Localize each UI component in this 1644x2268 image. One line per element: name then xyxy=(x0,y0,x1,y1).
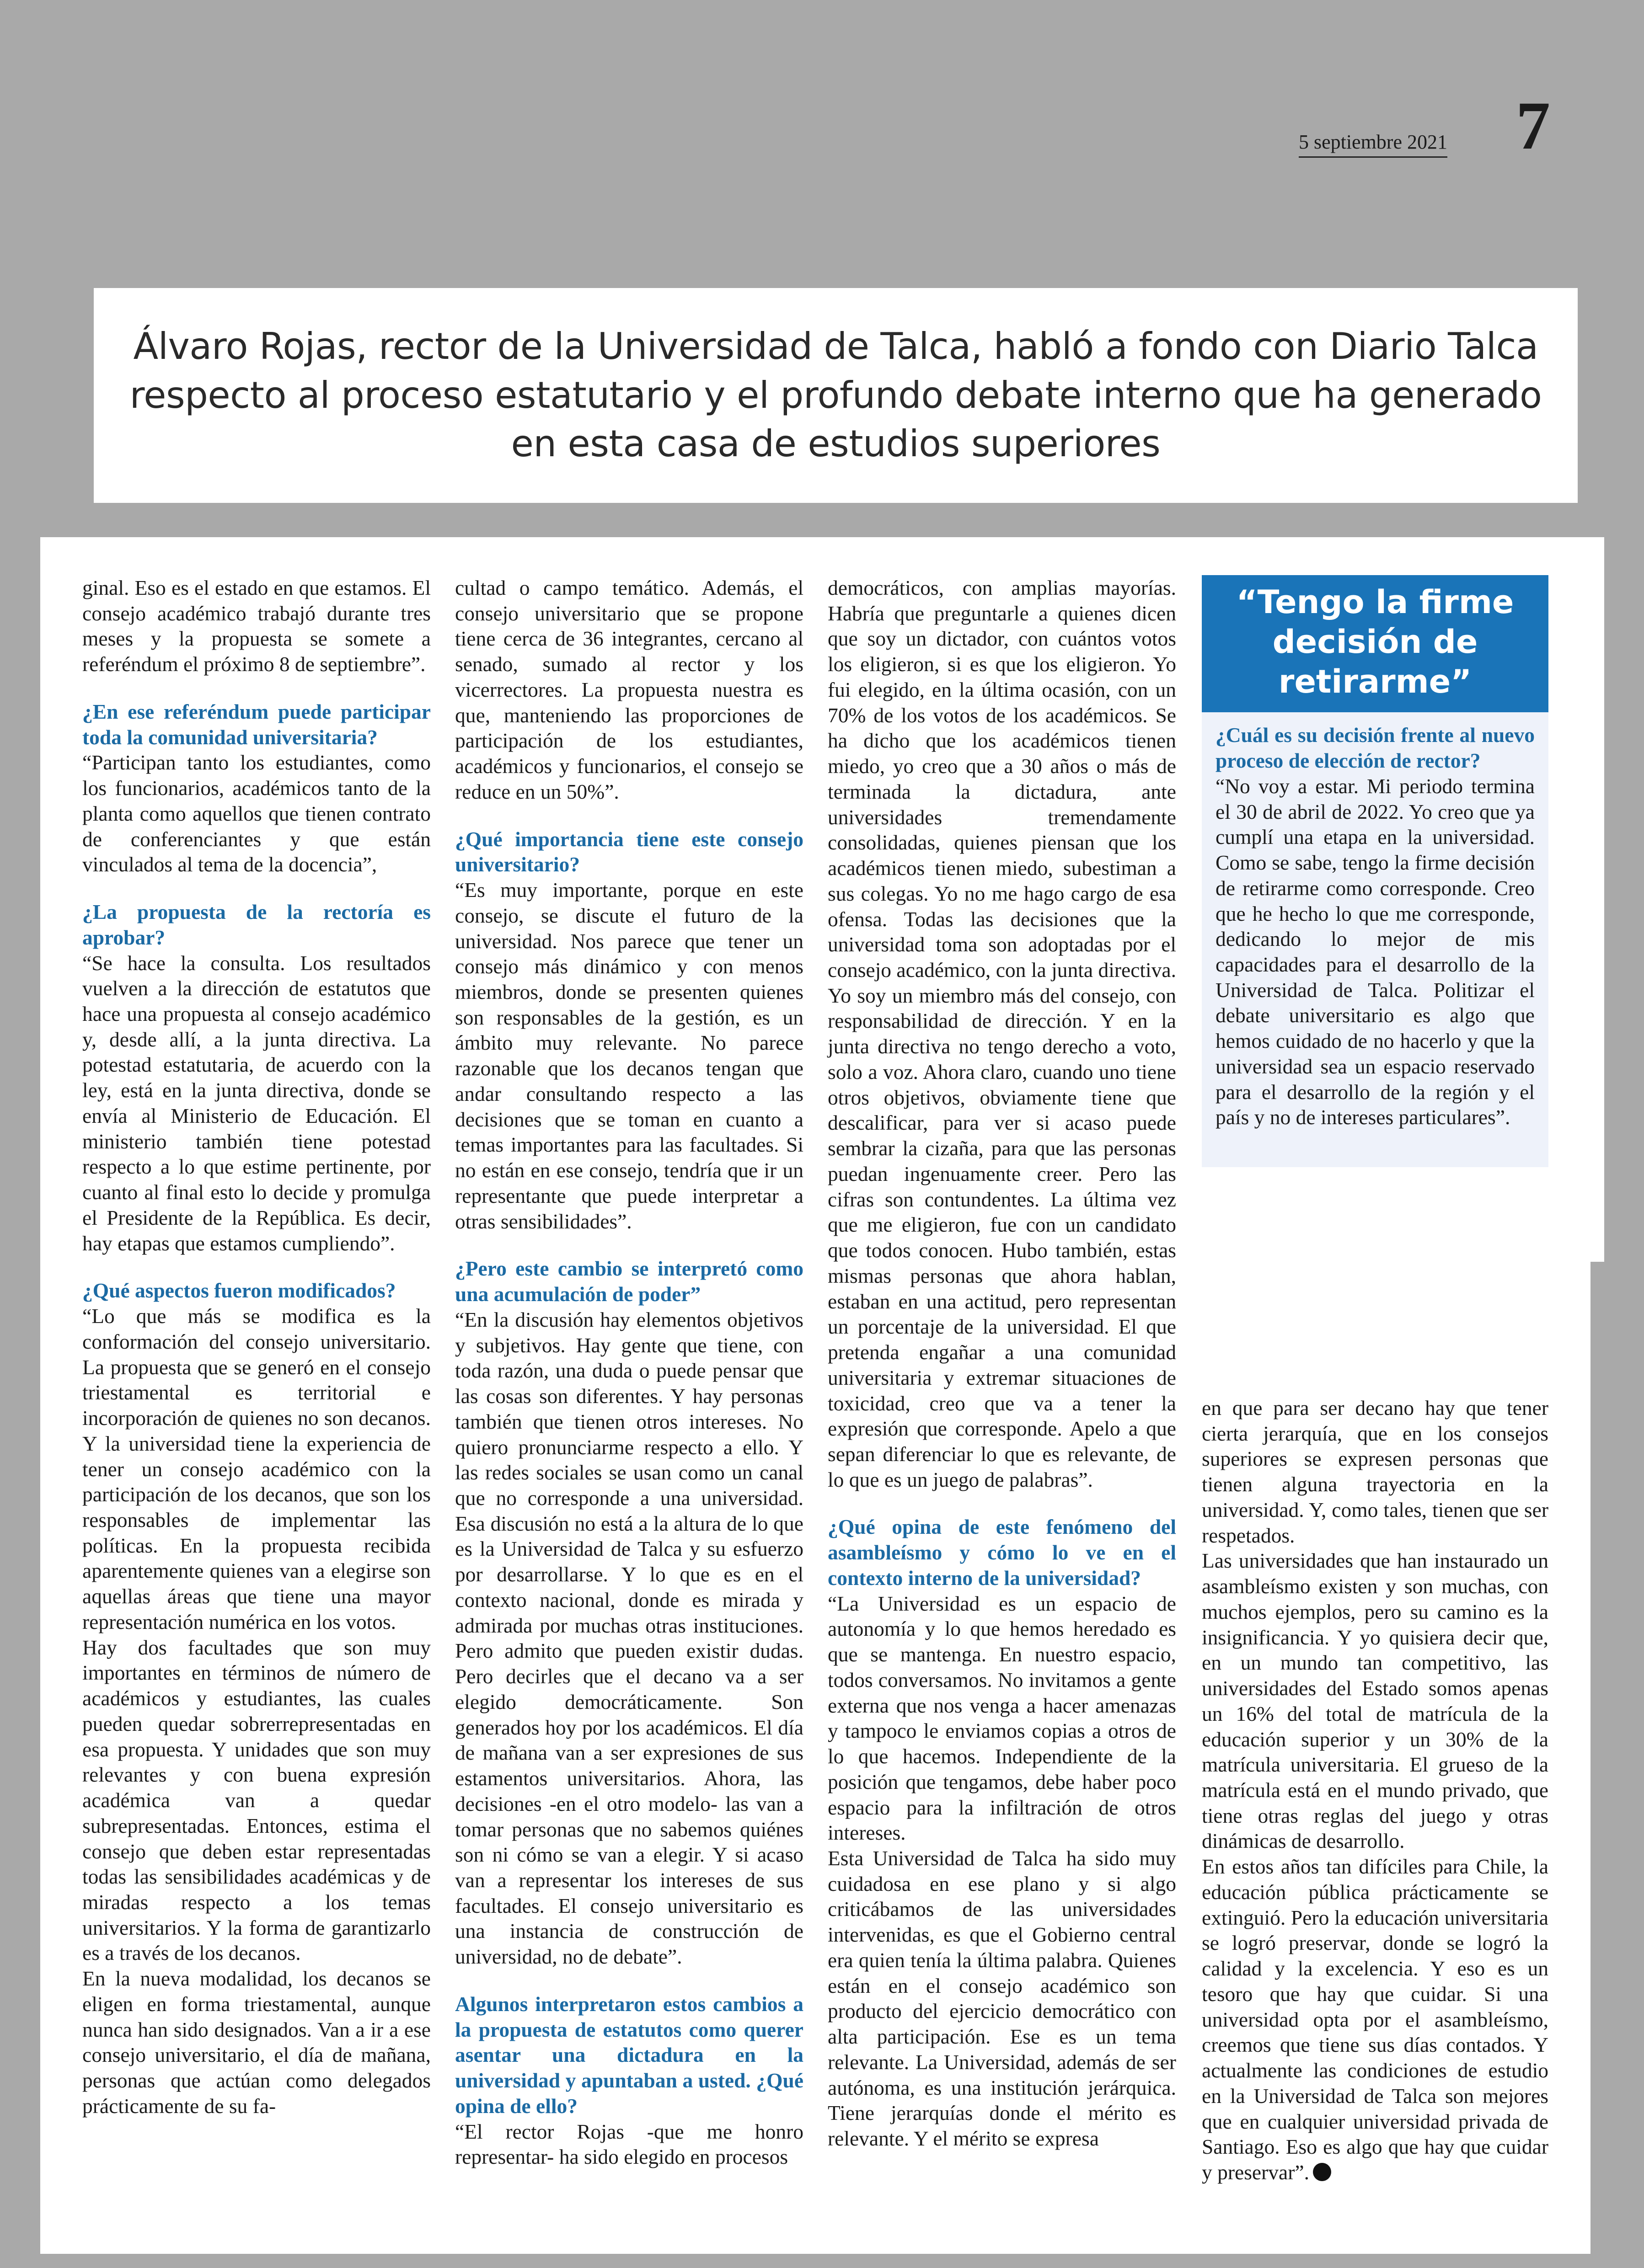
column-4 xyxy=(1202,1395,1548,2185)
headline-box xyxy=(94,288,1578,503)
question: ¿Cuál es su decisión frente al nuevo proceso de elección de rector? xyxy=(1216,723,1535,773)
answer: “Es muy importante, porque en este consejo, se discute el futuro de la universidad. Nos parece que tener un consejo más dinámico y con menos miembros, donde se presenten quienes son responsables de la gestión, es un ámbito muy relevante. No parece razonable que los decanos tengan que andar consultando respecto a las decisiones que se toman en cuanto a temas importantes para las facultades. Si no están en ese consejo, tendría que ir un representante que puede interpretar a otras sensibilidades”. xyxy=(455,878,803,1233)
paragraph-text: En estos años tan difíciles para Chile, la educación pública prácticamente se extinguió. Pero la educación universitaria se logró preservar, donde se logró la calidad y la excelencia. Y eso es un tesoro que hay que cuidar. Si una universidad opta por el asambleísmo, creemos que tiene sus días contados. Y actualmente las condiciones de estudio en la Universidad de Talca son mejores que en cualquier universidad privada de Santiago. Eso es algo que hay que cuidar y preservar”. xyxy=(1202,1855,1548,2184)
answer: “Se hace la consulta. Los resultados vuelven a la dirección de estatutos que hace una propuesta al consejo académico y, desde allí, a la junta directiva. La potestad estatutaria, de acuerdo con la ley, está en la junta directiva, donde se envía al Ministerio de Educación. El ministerio también tiene potestad respecto a lo que estime pertinente, por cuanto al final esto lo decide y promulga el Presidente de la República. Es decir, hay etapas que estamos cumpliendo”. xyxy=(82,951,431,1255)
question: ¿La propuesta de la rectoría es aprobar? xyxy=(82,900,431,949)
answer: En la nueva modalidad, los decanos se eligen en forma triestamental, aunque nunca han sido designados. Van a ir a ese consejo universitario, el día de mañana, personas que actúan como delegados prácticamente de su fa- xyxy=(82,1967,431,2118)
sidebar-body xyxy=(1202,712,1548,1139)
question: ¿Pero este cambio se interpretó como una acumulación de poder” xyxy=(455,1257,803,1306)
answer: “La Universidad es un espacio de autonomía y lo que hemos heredado es que se mantenga. En nuestro espacio, todos conversamos. No invitamos a gente externa que nos venga a hacer amenazas y tampoco le enviamos copias a otros de lo que hacemos. Independiente de la posición que tengamos, debe haber poco espacio para la infiltración de otros intereses. xyxy=(828,1591,1176,1845)
paragraph: ginal. Eso es el estado en que estamos. El consejo académico trabajó durante tres meses y la propuesta se somete a referéndum el próximo 8 de septiembre”. xyxy=(82,576,431,676)
page-header xyxy=(0,0,1644,274)
column-2 xyxy=(455,575,803,2170)
question: ¿Qué aspectos fueron modificados? xyxy=(82,1279,396,1302)
answer: “El rector Rojas -que me honro representar- ha sido elegido en procesos xyxy=(455,2119,803,2169)
answer: “Lo que más se modifica es la conformación del consejo universitario. La propuesta que se generó en el consejo triestamental es territorial e incorporación de quienes no son decanos. Y la universidad tiene la experiencia de tener un consejo académico con la participación de los decanos, que son los responsables de implementar las políticas. En la propuesta recibida aparentemente quienes van a elegirse son aquellas áreas que tiene una mayor representación numérica en los votos. xyxy=(82,1304,431,1633)
page-number: 7 xyxy=(1516,88,1550,164)
paragraph: democráticos, con amplias mayorías. Habría que preguntarle a quienes dicen que soy un dictador, con cuántos votos los eligieron, si es que los eligieron. Yo fui elegido, en la última ocasión, con un 70% de los votos de los académicos. Se ha dicho que los académicos tienen miedo, yo creo que a 30 años o más de terminada la dictadura, ante universidades tremendamente consolidadas, quienes piensan que los académicos tienen miedo, subestiman a sus colegas. Yo no me hago cargo de esa ofensa. Todas las decisiones que la universidad toma son adoptadas por el consejo académico, con la junta directiva. Yo soy un miembro más del consejo, con responsabilidad de dirección. Y en la junta directiva no tengo derecho a voto, solo a voz. Ahora claro, cuando uno tiene otros objetivos, obviamente tiene que descalificar, para ver si acaso puede sembrar la cizaña, para que las personas puedan ingenuamente creer. Pero las cifras son contundentes. La última vez que me eligieron, fue con un candidato que todos conocen. Hubo también, estas mismas personas que ahora hablan, estaban en una actitud, pero representan un porcentaje de la universidad. El que pretenda engañar a una comunidad universitaria y extremar situaciones de toxicidad, creo que va a tener la expresión que corresponde. Apelo a que sepan diferenciar lo que es relevante, de lo que es un juego de palabras”. xyxy=(828,576,1176,1491)
question: ¿En ese referéndum puede participar toda la comunidad universitaria? xyxy=(82,699,431,749)
question: ¿Qué opina de este fenómeno del asambleísmo y cómo lo ve en el contexto interno de la universidad? xyxy=(828,1515,1176,1590)
answer: “No voy a estar. Mi periodo termina el 30 de abril de 2022. Yo creo que ya cumplí una etapa en la universidad. Como se sabe, tengo la firme decisión de retirarme como corresponde. Creo que he hecho lo que me corresponde, dedicando lo mejor de mis capacidades para el desarrollo de la Universidad de Talca. Politizar el debate universitario es algo que hemos cuidado de no hacerlo y que la universidad sea un espacio reservado para el desarrollo de la región y el país y no de intereses particulares”. xyxy=(1216,774,1535,1129)
answer: Hay dos facultades que son muy importantes en términos de número de académicos y estudiantes, las cuales pueden quedar sobrerrepresentadas en esa propuesta. Y unidades que son muy relevantes y con buena expresión académica van a quedar subrepresentadas. Entonces, estima el consejo que deben estar representadas todas las sensibilidades académicas y de miradas respecto a los temas universitarios. Y la forma de garantizarlo es a través de los decanos. xyxy=(82,1635,431,1965)
sidebar-title: “Tengo la firme decisión de retirarme” xyxy=(1202,575,1548,712)
paragraph xyxy=(1202,1854,1548,2185)
paragraph: en que para ser decano hay que tener cierta jerarquía, que en los consejos superiores se expresen personas que tienen alguna trayectoria en la universidad. Y, como tales, tienen que ser respetados. xyxy=(1202,1396,1548,1547)
question: ¿Qué importancia tiene este consejo universitario? xyxy=(455,827,803,876)
question: Algunos interpretaron estos cambios a la propuesta de estatutos como querer asentar una dictadura en la universidad y apuntaban a usted. ¿Qué opina de ello? xyxy=(455,1992,803,2118)
answer: “En la discusión hay elementos objetivos y subjetivos. Hay gente que tiene, con toda razón, una duda o puede pensar que las cosas son diferentes. Y hay personas también que tienen otros intereses. No quiero pronunciarme respecto a ello. Y las redes sociales se usan como un canal que no corresponde a una universidad. Esa discusión no está a la altura de lo que es la Universidad de Talca y su esfuerzo por desarrollarse. Y lo que es en el contexto nacional, donde es mirada y admirada por muchas otras instituciones. Pero admito que pueden existir dudas. Pero decirles que el decano va a ser elegido democráticamente. Son generados hoy por los académicos. El día de mañana van a ser expresiones de sus estamentos universitarios. Ahora, las decisiones -en el otro modelo- las van a tomar personas que no sabemos quiénes son ni cómo se van a elegir. Y si acaso van a representar los intereses de sus facultades. El consejo universitario es una instancia de construcción de universidad, no de debate”. xyxy=(455,1307,803,1969)
sidebar-box xyxy=(1202,575,1548,1167)
end-of-article-icon xyxy=(1313,2163,1331,2181)
paragraph: Las universidades que han instaurado un asambleísmo existen y son muchas, con muchos ejemplos, pero su camino es la insignificancia. Y yo quisiera decir que, en un mundo tan competitivo, las universidades del Estado somos apenas un 16% del total de matrícula de la educación superior y un 30% de la matrícula universitaria. El grueso de la matrícula está en el mundo privado, que tiene otras reglas del juego y otras dinámicas de desarrollo. xyxy=(1202,1549,1548,1853)
page-margin xyxy=(1590,1262,1644,2268)
column-1 xyxy=(82,575,431,2119)
answer: Esta Universidad de Talca ha sido muy cuidadosa en ese plano y si algo criticábamos de las universidades intervenidas, es que el Gobierno central era quien tenía la última palabra. Quienes están en el consejo académico son producto del ejercicio democrático con alta participación. Ese es un tema relevante. La Universidad, además de ser autónoma, es una institución jerárquica. Tiene jerarquías donde el mérito es relevante. Y el mérito se expresa xyxy=(828,1846,1176,2151)
headline: Álvaro Rojas, rector de la Universidad de Talca, habló a fondo con Diario Talca respecto al proceso estatutario y el profundo debate interno que ha generado en esta casa de estudios superiores xyxy=(129,325,1542,465)
paragraph: cultad o campo temático. Además, el consejo universitario que se propone tiene cerca de 36 integrantes, cercano al senado, sumado al rector y los vicerrectores. La propuesta nuestra es que, manteniendo las proporciones de participación de los estudiantes, académicos y funcionarios, el consejo se reduce en un 50%”. xyxy=(455,576,803,803)
issue-date: 5 septiembre 2021 xyxy=(1299,130,1447,158)
answer: “Participan tanto los estudiantes, como los funcionarios, académicos tanto de la planta como aquellos que tienen contrato de conferenciantes y que están vinculados al tema de la docencia”, xyxy=(82,751,431,876)
column-3 xyxy=(828,575,1176,2151)
